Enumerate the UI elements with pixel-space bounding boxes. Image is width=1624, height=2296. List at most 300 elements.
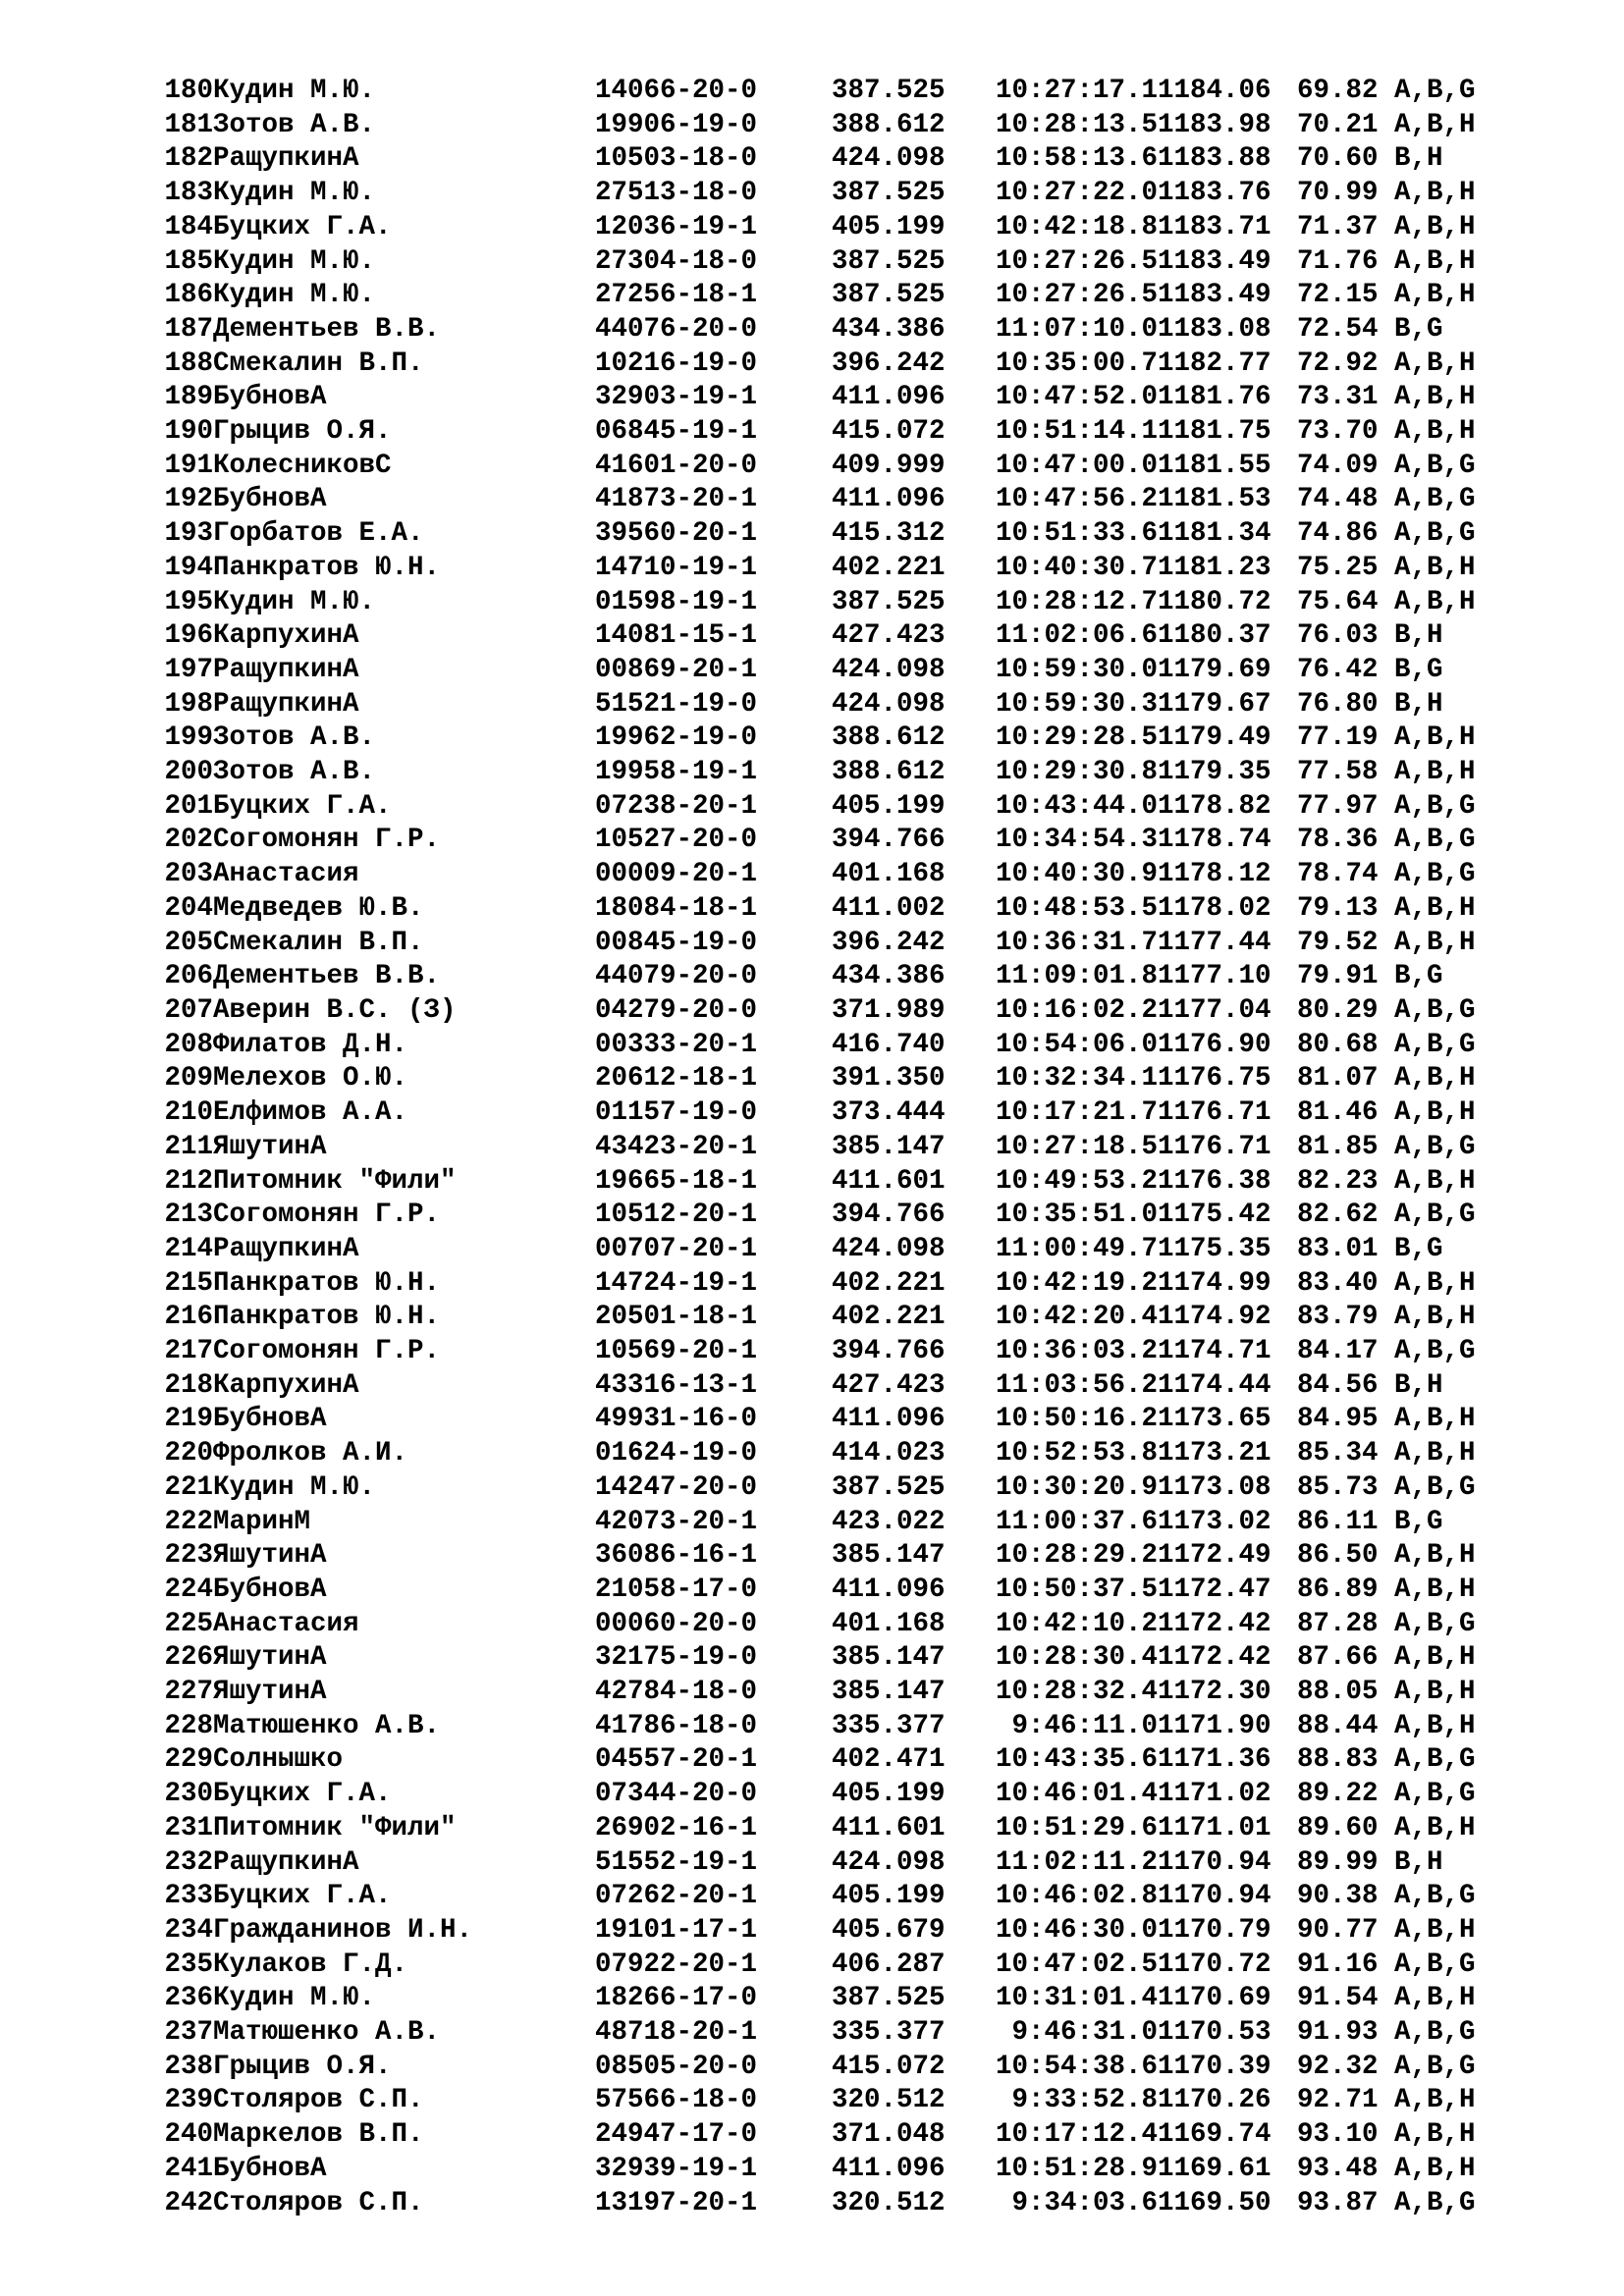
- place-cell: 239: [164, 2085, 213, 2116]
- groups-cell: A,B,H: [1394, 1404, 1476, 1435]
- groups-cell: B,H: [1394, 1846, 1443, 1878]
- results-body: [143, 75, 1551, 2220]
- place-cell: 238: [164, 2051, 213, 2082]
- place-cell: 192: [164, 484, 213, 515]
- speed-cell: 1181.34: [1158, 518, 1272, 550]
- place-cell: 185: [164, 245, 213, 277]
- result-row: [143, 1778, 1551, 1812]
- distance-cell: 388.612: [832, 109, 946, 140]
- speed-cell: 1173.21: [1158, 1438, 1272, 1469]
- coefficient-cell: 90.38: [1297, 1881, 1379, 1912]
- owner-name-cell: БубновА: [213, 2153, 327, 2184]
- arrival-time-cell: 10:43:44.0: [995, 790, 1158, 822]
- result-row: [143, 1506, 1551, 1540]
- coefficient-cell: 81.85: [1297, 1131, 1379, 1162]
- ring-number-cell: 42784-18-0: [595, 1677, 758, 1708]
- coefficient-cell: 84.17: [1297, 1336, 1379, 1367]
- place-cell: 212: [164, 1165, 213, 1197]
- result-row: [143, 211, 1551, 245]
- ring-number-cell: 57566-18-0: [595, 2085, 758, 2116]
- result-row: [143, 1880, 1551, 1914]
- arrival-time-cell: 10:27:18.5: [995, 1131, 1158, 1162]
- distance-cell: 385.147: [832, 1131, 946, 1162]
- ring-number-cell: 00707-20-1: [595, 1233, 758, 1264]
- owner-name-cell: Буцких Г.А.: [213, 1881, 392, 1912]
- arrival-time-cell: 11:00:37.6: [995, 1506, 1158, 1537]
- ring-number-cell: 01624-19-0: [595, 1438, 758, 1469]
- coefficient-cell: 76.03: [1297, 620, 1379, 652]
- place-cell: 229: [164, 1744, 213, 1776]
- arrival-time-cell: 11:02:11.2: [995, 1846, 1158, 1878]
- ring-number-cell: 19101-17-1: [595, 1914, 758, 1946]
- ring-number-cell: 12036-19-1: [595, 211, 758, 242]
- coefficient-cell: 89.60: [1297, 1812, 1379, 1843]
- arrival-time-cell: 10:42:10.2: [995, 1608, 1158, 1639]
- result-row: [143, 619, 1551, 654]
- arrival-time-cell: 10:46:01.4: [995, 1779, 1158, 1810]
- speed-cell: 1176.90: [1158, 1029, 1272, 1060]
- coefficient-cell: 87.66: [1297, 1642, 1379, 1674]
- groups-cell: A,B,G: [1394, 1336, 1476, 1367]
- result-row: [143, 2016, 1551, 2051]
- speed-cell: 1175.42: [1158, 1200, 1272, 1231]
- groups-cell: B,H: [1394, 688, 1443, 720]
- distance-cell: 335.377: [832, 1710, 946, 1741]
- result-row: [143, 1369, 1551, 1404]
- speed-cell: 1178.74: [1158, 825, 1272, 856]
- ring-number-cell: 36086-16-1: [595, 1540, 758, 1572]
- distance-cell: 424.098: [832, 654, 946, 685]
- speed-cell: 1173.02: [1158, 1506, 1272, 1537]
- owner-name-cell: Смекалин В.П.: [213, 347, 424, 379]
- groups-cell: A,B,G: [1394, 1131, 1476, 1162]
- owner-name-cell: Солнышко: [213, 1744, 344, 1776]
- speed-cell: 1178.82: [1158, 790, 1272, 822]
- owner-name-cell: БубновА: [213, 1404, 327, 1435]
- speed-cell: 1170.72: [1158, 1949, 1272, 1980]
- owner-name-cell: Кудин М.Ю.: [213, 245, 376, 277]
- groups-cell: A,B,G: [1394, 1608, 1476, 1639]
- ring-number-cell: 00333-20-1: [595, 1029, 758, 1060]
- distance-cell: 387.525: [832, 178, 946, 209]
- speed-cell: 1180.72: [1158, 586, 1272, 617]
- groups-cell: A,B,G: [1394, 2017, 1476, 2049]
- owner-name-cell: Матюшенко А.В.: [213, 2017, 441, 2049]
- coefficient-cell: 79.91: [1297, 961, 1379, 992]
- ring-number-cell: 07238-20-1: [595, 790, 758, 822]
- groups-cell: A,B,H: [1394, 211, 1476, 242]
- place-cell: 202: [164, 825, 213, 856]
- owner-name-cell: Зотов А.В.: [213, 722, 376, 754]
- place-cell: 241: [164, 2153, 213, 2184]
- speed-cell: 1181.55: [1158, 450, 1272, 481]
- distance-cell: 388.612: [832, 722, 946, 754]
- result-row: [143, 483, 1551, 517]
- speed-cell: 1170.69: [1158, 1983, 1272, 2014]
- coefficient-cell: 93.48: [1297, 2153, 1379, 2184]
- place-cell: 236: [164, 1983, 213, 2014]
- distance-cell: 320.512: [832, 2085, 946, 2116]
- groups-cell: A,B,H: [1394, 1438, 1476, 1469]
- groups-cell: A,B,H: [1394, 722, 1476, 754]
- speed-cell: 1181.75: [1158, 416, 1272, 448]
- distance-cell: 394.766: [832, 1200, 946, 1231]
- arrival-time-cell: 10:36:03.2: [995, 1336, 1158, 1367]
- ring-number-cell: 18084-18-1: [595, 892, 758, 924]
- speed-cell: 1177.10: [1158, 961, 1272, 992]
- groups-cell: A,B,H: [1394, 416, 1476, 448]
- owner-name-cell: БубновА: [213, 1574, 327, 1605]
- result-row: [143, 1574, 1551, 1608]
- speed-cell: 1172.42: [1158, 1642, 1272, 1674]
- arrival-time-cell: 10:28:29.2: [995, 1540, 1158, 1572]
- owner-name-cell: Столяров С.П.: [213, 2187, 424, 2218]
- result-row: [143, 1539, 1551, 1574]
- speed-cell: 1177.44: [1158, 927, 1272, 958]
- coefficient-cell: 86.50: [1297, 1540, 1379, 1572]
- speed-cell: 1178.02: [1158, 892, 1272, 924]
- speed-cell: 1175.35: [1158, 1233, 1272, 1264]
- ring-number-cell: 14710-19-1: [595, 552, 758, 583]
- ring-number-cell: 07262-20-1: [595, 1881, 758, 1912]
- speed-cell: 1171.36: [1158, 1744, 1272, 1776]
- owner-name-cell: Питомник "Фили": [213, 1165, 457, 1197]
- ring-number-cell: 06845-19-1: [595, 416, 758, 448]
- distance-cell: 411.096: [832, 382, 946, 413]
- groups-cell: A,B,G: [1394, 859, 1476, 890]
- speed-cell: 1183.76: [1158, 178, 1272, 209]
- distance-cell: 427.423: [832, 620, 946, 652]
- ring-number-cell: 21058-17-0: [595, 1574, 758, 1605]
- arrival-time-cell: 10:32:34.1: [995, 1063, 1158, 1095]
- place-cell: 186: [164, 280, 213, 311]
- coefficient-cell: 82.62: [1297, 1200, 1379, 1231]
- ring-number-cell: 24947-17-0: [595, 2119, 758, 2151]
- distance-cell: 411.601: [832, 1165, 946, 1197]
- owner-name-cell: Анастасия: [213, 859, 359, 890]
- place-cell: 211: [164, 1131, 213, 1162]
- arrival-time-cell: 10:28:12.7: [995, 586, 1158, 617]
- result-row: [143, 1676, 1551, 1710]
- ring-number-cell: 32175-19-0: [595, 1642, 758, 1674]
- place-cell: 206: [164, 961, 213, 992]
- owner-name-cell: Смекалин В.П.: [213, 927, 424, 958]
- arrival-time-cell: 10:28:32.4: [995, 1677, 1158, 1708]
- owner-name-cell: Филатов Д.Н.: [213, 1029, 408, 1060]
- distance-cell: 387.525: [832, 586, 946, 617]
- owner-name-cell: Кудин М.Ю.: [213, 280, 376, 311]
- groups-cell: A,B,H: [1394, 1063, 1476, 1095]
- place-cell: 231: [164, 1812, 213, 1843]
- place-cell: 218: [164, 1369, 213, 1401]
- owner-name-cell: Кудин М.Ю.: [213, 1471, 376, 1503]
- result-row: [143, 858, 1551, 892]
- result-row: [143, 517, 1551, 552]
- coefficient-cell: 81.46: [1297, 1097, 1379, 1129]
- groups-cell: A,B,G: [1394, 1949, 1476, 1980]
- ring-number-cell: 18266-17-0: [595, 1983, 758, 2014]
- owner-name-cell: Гражданинов И.Н.: [213, 1914, 473, 1946]
- ring-number-cell: 01598-19-1: [595, 586, 758, 617]
- distance-cell: 402.221: [832, 1267, 946, 1299]
- groups-cell: A,B,G: [1394, 790, 1476, 822]
- coefficient-cell: 76.80: [1297, 688, 1379, 720]
- result-row: [143, 2051, 1551, 2085]
- speed-cell: 1173.08: [1158, 1471, 1272, 1503]
- ring-number-cell: 32903-19-1: [595, 382, 758, 413]
- arrival-time-cell: 10:59:30.3: [995, 688, 1158, 720]
- place-cell: 187: [164, 313, 213, 345]
- ring-number-cell: 08505-20-0: [595, 2051, 758, 2082]
- place-cell: 198: [164, 688, 213, 720]
- coefficient-cell: 93.87: [1297, 2187, 1379, 2218]
- ring-number-cell: 00060-20-0: [595, 1608, 758, 1639]
- ring-number-cell: 00845-19-0: [595, 927, 758, 958]
- groups-cell: A,B,G: [1394, 518, 1476, 550]
- distance-cell: 402.471: [832, 1744, 946, 1776]
- result-row: [143, 381, 1551, 415]
- result-row: [143, 1199, 1551, 1233]
- speed-cell: 1169.50: [1158, 2187, 1272, 2218]
- speed-cell: 1181.23: [1158, 552, 1272, 583]
- arrival-time-cell: 10:48:53.5: [995, 892, 1158, 924]
- arrival-time-cell: 9:46:31.0: [1011, 2017, 1158, 2049]
- owner-name-cell: РащупкинА: [213, 688, 359, 720]
- distance-cell: 371.048: [832, 2119, 946, 2151]
- groups-cell: A,B,G: [1394, 1471, 1476, 1503]
- arrival-time-cell: 10:47:52.0: [995, 382, 1158, 413]
- distance-cell: 391.350: [832, 1063, 946, 1095]
- coefficient-cell: 85.34: [1297, 1438, 1379, 1469]
- result-row: [143, 790, 1551, 825]
- place-cell: 219: [164, 1404, 213, 1435]
- distance-cell: 405.679: [832, 1914, 946, 1946]
- ring-number-cell: 19665-18-1: [595, 1165, 758, 1197]
- coefficient-cell: 73.70: [1297, 416, 1379, 448]
- coefficient-cell: 84.95: [1297, 1404, 1379, 1435]
- owner-name-cell: Панкратов Ю.Н.: [213, 552, 441, 583]
- groups-cell: A,B,H: [1394, 892, 1476, 924]
- coefficient-cell: 88.83: [1297, 1744, 1379, 1776]
- arrival-time-cell: 9:33:52.8: [1011, 2085, 1158, 2116]
- owner-name-cell: Кудин М.Ю.: [213, 586, 376, 617]
- groups-cell: B,H: [1394, 143, 1443, 175]
- ring-number-cell: 39560-20-1: [595, 518, 758, 550]
- speed-cell: 1172.47: [1158, 1574, 1272, 1605]
- distance-cell: 411.096: [832, 1574, 946, 1605]
- groups-cell: B,G: [1394, 654, 1443, 685]
- owner-name-cell: Согомонян Г.Р.: [213, 825, 441, 856]
- arrival-time-cell: 11:00:49.7: [995, 1233, 1158, 1264]
- speed-cell: 1184.06: [1158, 76, 1272, 106]
- distance-cell: 411.601: [832, 1812, 946, 1843]
- result-row: [143, 245, 1551, 280]
- groups-cell: A,B,G: [1394, 484, 1476, 515]
- speed-cell: 1179.67: [1158, 688, 1272, 720]
- distance-cell: 373.444: [832, 1097, 946, 1129]
- arrival-time-cell: 10:42:18.8: [995, 211, 1158, 242]
- result-row: [143, 1949, 1551, 1983]
- distance-cell: 414.023: [832, 1438, 946, 1469]
- result-row: [143, 1062, 1551, 1096]
- coefficient-cell: 77.19: [1297, 722, 1379, 754]
- place-cell: 214: [164, 1233, 213, 1264]
- place-cell: 240: [164, 2119, 213, 2151]
- place-cell: 188: [164, 347, 213, 379]
- speed-cell: 1171.02: [1158, 1779, 1272, 1810]
- ring-number-cell: 00869-20-1: [595, 654, 758, 685]
- result-row: [143, 1608, 1551, 1642]
- owner-name-cell: Буцких Г.А.: [213, 790, 392, 822]
- arrival-time-cell: 10:34:54.3: [995, 825, 1158, 856]
- arrival-time-cell: 10:51:33.6: [995, 518, 1158, 550]
- result-row: [143, 1914, 1551, 1949]
- owner-name-cell: Аверин В.С. (З): [213, 994, 457, 1026]
- groups-cell: A,B,H: [1394, 757, 1476, 788]
- arrival-time-cell: 10:52:53.8: [995, 1438, 1158, 1469]
- groups-cell: A,B,H: [1394, 178, 1476, 209]
- arrival-time-cell: 10:46:30.0: [995, 1914, 1158, 1946]
- arrival-time-cell: 10:27:26.5: [995, 280, 1158, 311]
- owner-name-cell: Зотов А.В.: [213, 109, 376, 140]
- result-row: [143, 960, 1551, 994]
- speed-cell: 1183.88: [1158, 143, 1272, 175]
- coefficient-cell: 71.76: [1297, 245, 1379, 277]
- ring-number-cell: 07344-20-0: [595, 1779, 758, 1810]
- distance-cell: 405.199: [832, 1779, 946, 1810]
- coefficient-cell: 85.73: [1297, 1471, 1379, 1503]
- groups-cell: B,G: [1394, 961, 1443, 992]
- arrival-time-cell: 10:51:29.6: [995, 1812, 1158, 1843]
- ring-number-cell: 42073-20-1: [595, 1506, 758, 1537]
- coefficient-cell: 92.32: [1297, 2051, 1379, 2082]
- distance-cell: 409.999: [832, 450, 946, 481]
- coefficient-cell: 89.99: [1297, 1846, 1379, 1878]
- owner-name-cell: БубновА: [213, 484, 327, 515]
- arrival-time-cell: 10:50:37.5: [995, 1574, 1158, 1605]
- groups-cell: A,B,H: [1394, 2119, 1476, 2151]
- coefficient-cell: 87.28: [1297, 1608, 1379, 1639]
- speed-cell: 1169.74: [1158, 2119, 1272, 2151]
- groups-cell: A,B,G: [1394, 2187, 1476, 2218]
- groups-cell: A,B,H: [1394, 1677, 1476, 1708]
- ring-number-cell: 04279-20-0: [595, 994, 758, 1026]
- place-cell: 226: [164, 1642, 213, 1674]
- distance-cell: 387.525: [832, 76, 946, 106]
- owner-name-cell: Буцких Г.А.: [213, 211, 392, 242]
- result-row: [143, 1029, 1551, 1063]
- result-row: [143, 142, 1551, 177]
- ring-number-cell: 10527-20-0: [595, 825, 758, 856]
- owner-name-cell: ЯшутинА: [213, 1131, 327, 1162]
- ring-number-cell: 13197-20-1: [595, 2187, 758, 2218]
- owner-name-cell: Кудин М.Ю.: [213, 1983, 376, 2014]
- result-row: [143, 1641, 1551, 1676]
- arrival-time-cell: 10:58:13.6: [995, 143, 1158, 175]
- owner-name-cell: РащупкинА: [213, 143, 359, 175]
- result-row: [143, 1846, 1551, 1881]
- ring-number-cell: 04557-20-1: [595, 1744, 758, 1776]
- arrival-time-cell: 10:17:21.7: [995, 1097, 1158, 1129]
- coefficient-cell: 88.05: [1297, 1677, 1379, 1708]
- place-cell: 181: [164, 109, 213, 140]
- result-row: [143, 2187, 1551, 2221]
- arrival-time-cell: 10:35:51.0: [995, 1200, 1158, 1231]
- distance-cell: 371.989: [832, 994, 946, 1026]
- arrival-time-cell: 9:34:03.6: [1011, 2187, 1158, 2218]
- place-cell: 205: [164, 927, 213, 958]
- owner-name-cell: Анастасия: [213, 1608, 359, 1639]
- place-cell: 235: [164, 1949, 213, 1980]
- result-row: [143, 1267, 1551, 1302]
- ring-number-cell: 01157-19-0: [595, 1097, 758, 1129]
- distance-cell: 427.423: [832, 1369, 946, 1401]
- coefficient-cell: 83.01: [1297, 1233, 1379, 1264]
- place-cell: 216: [164, 1302, 213, 1333]
- arrival-time-cell: 10:40:30.7: [995, 552, 1158, 583]
- place-cell: 220: [164, 1438, 213, 1469]
- result-row: [143, 1982, 1551, 2016]
- distance-cell: 424.098: [832, 1846, 946, 1878]
- owner-name-cell: Елфимов А.А.: [213, 1097, 408, 1129]
- place-cell: 199: [164, 722, 213, 754]
- groups-cell: A,B,H: [1394, 1983, 1476, 2014]
- ring-number-cell: 51521-19-0: [595, 688, 758, 720]
- groups-cell: A,B,G: [1394, 450, 1476, 481]
- distance-cell: 402.221: [832, 552, 946, 583]
- result-row: [143, 721, 1551, 756]
- owner-name-cell: Буцких Г.А.: [213, 1779, 392, 1810]
- speed-cell: 1170.39: [1158, 2051, 1272, 2082]
- owner-name-cell: Столяров С.П.: [213, 2085, 424, 2116]
- coefficient-cell: 70.21: [1297, 109, 1379, 140]
- owner-name-cell: Согомонян Г.Р.: [213, 1200, 441, 1231]
- ring-number-cell: 14724-19-1: [595, 1267, 758, 1299]
- ring-number-cell: 44079-20-0: [595, 961, 758, 992]
- arrival-time-cell: 10:30:20.9: [995, 1471, 1158, 1503]
- arrival-time-cell: 10:35:00.7: [995, 347, 1158, 379]
- ring-number-cell: 14081-15-1: [595, 620, 758, 652]
- ring-number-cell: 43316-13-1: [595, 1369, 758, 1401]
- distance-cell: 387.525: [832, 1983, 946, 2014]
- owner-name-cell: КолесниковС: [213, 450, 392, 481]
- groups-cell: A,B,H: [1394, 245, 1476, 277]
- ring-number-cell: 27256-18-1: [595, 280, 758, 311]
- place-cell: 194: [164, 552, 213, 583]
- arrival-time-cell: 10:27:26.5: [995, 245, 1158, 277]
- owner-name-cell: Матюшенко А.В.: [213, 1710, 441, 1741]
- arrival-time-cell: 11:09:01.8: [995, 961, 1158, 992]
- speed-cell: 1183.49: [1158, 245, 1272, 277]
- coefficient-cell: 79.13: [1297, 892, 1379, 924]
- result-row: [143, 347, 1551, 382]
- owner-name-cell: Мелехов О.Ю.: [213, 1063, 408, 1095]
- owner-name-cell: КарпухинА: [213, 1369, 359, 1401]
- coefficient-cell: 92.71: [1297, 2085, 1379, 2116]
- owner-name-cell: Панкратов Ю.Н.: [213, 1267, 441, 1299]
- arrival-time-cell: 10:50:16.2: [995, 1404, 1158, 1435]
- groups-cell: A,B,H: [1394, 1097, 1476, 1129]
- place-cell: 233: [164, 1881, 213, 1912]
- coefficient-cell: 80.29: [1297, 994, 1379, 1026]
- result-row: [143, 1743, 1551, 1778]
- distance-cell: 415.072: [832, 2051, 946, 2082]
- distance-cell: 411.096: [832, 1404, 946, 1435]
- arrival-time-cell: 10:47:00.0: [995, 450, 1158, 481]
- arrival-time-cell: 10:27:22.0: [995, 178, 1158, 209]
- speed-cell: 1181.76: [1158, 382, 1272, 413]
- owner-name-cell: Согомонян Г.Р.: [213, 1336, 441, 1367]
